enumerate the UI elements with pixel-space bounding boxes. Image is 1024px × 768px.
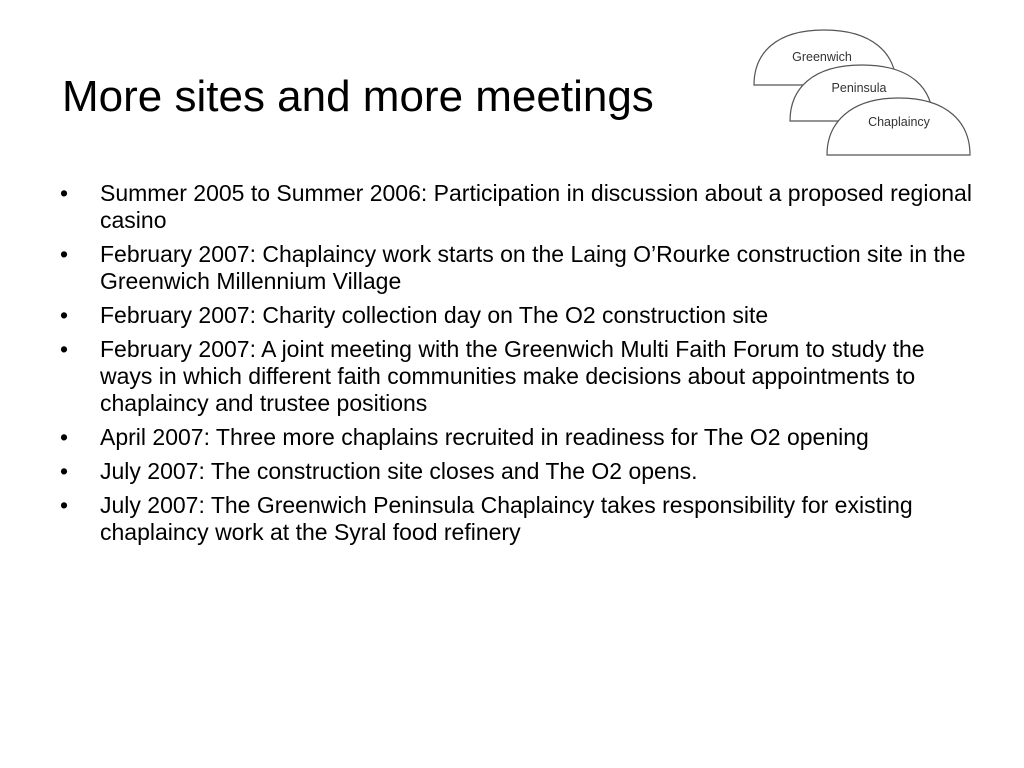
bullet-text: February 2007: Charity collection day on The O2 construction site [100, 302, 769, 328]
bullet-dot-icon: • [60, 336, 69, 362]
bullet-text: Summer 2005 to Summer 2006: Participation in discussion about a proposed regional casino [100, 180, 972, 233]
bullet-item [60, 180, 980, 234]
bullet-dot-icon: • [60, 492, 69, 518]
bullet-item [60, 458, 980, 485]
bullet-dot-icon: • [60, 302, 69, 328]
bullet-dot-icon: • [60, 424, 69, 450]
bullet-dot-icon: • [60, 241, 69, 267]
bullet-text: February 2007: Chaplaincy work starts on the Laing O’Rourke construction site in the Greenwich Millennium Village [100, 241, 966, 294]
bullet-text: April 2007: Three more chaplains recruited in readiness for The O2 opening [100, 424, 869, 450]
bullet-list [60, 180, 980, 553]
bullet-item [60, 492, 980, 546]
logo-text-chaplaincy: Chaplaincy [868, 115, 930, 129]
bullet-item [60, 241, 980, 295]
chaplaincy-logo [752, 28, 972, 158]
bullet-text: July 2007: The construction site closes and The O2 opens. [100, 458, 698, 484]
logo-text-greenwich: Greenwich [792, 50, 852, 64]
slide-title: More sites and more meetings [62, 72, 654, 121]
bullet-text: July 2007: The Greenwich Peninsula Chaplaincy takes responsibility for existing chaplaincy work at the Syral food refinery [100, 492, 913, 545]
logo-text-peninsula: Peninsula [831, 81, 887, 95]
bullet-item [60, 336, 980, 417]
bullet-dot-icon: • [60, 458, 69, 484]
bullet-dot-icon: • [60, 180, 69, 206]
bullet-text: February 2007: A joint meeting with the Greenwich Multi Faith Forum to study the ways in which different faith communities make decisions about appointments to chaplaincy and trustee positions [100, 336, 925, 416]
bullet-item [60, 424, 980, 451]
bullet-item [60, 302, 980, 329]
